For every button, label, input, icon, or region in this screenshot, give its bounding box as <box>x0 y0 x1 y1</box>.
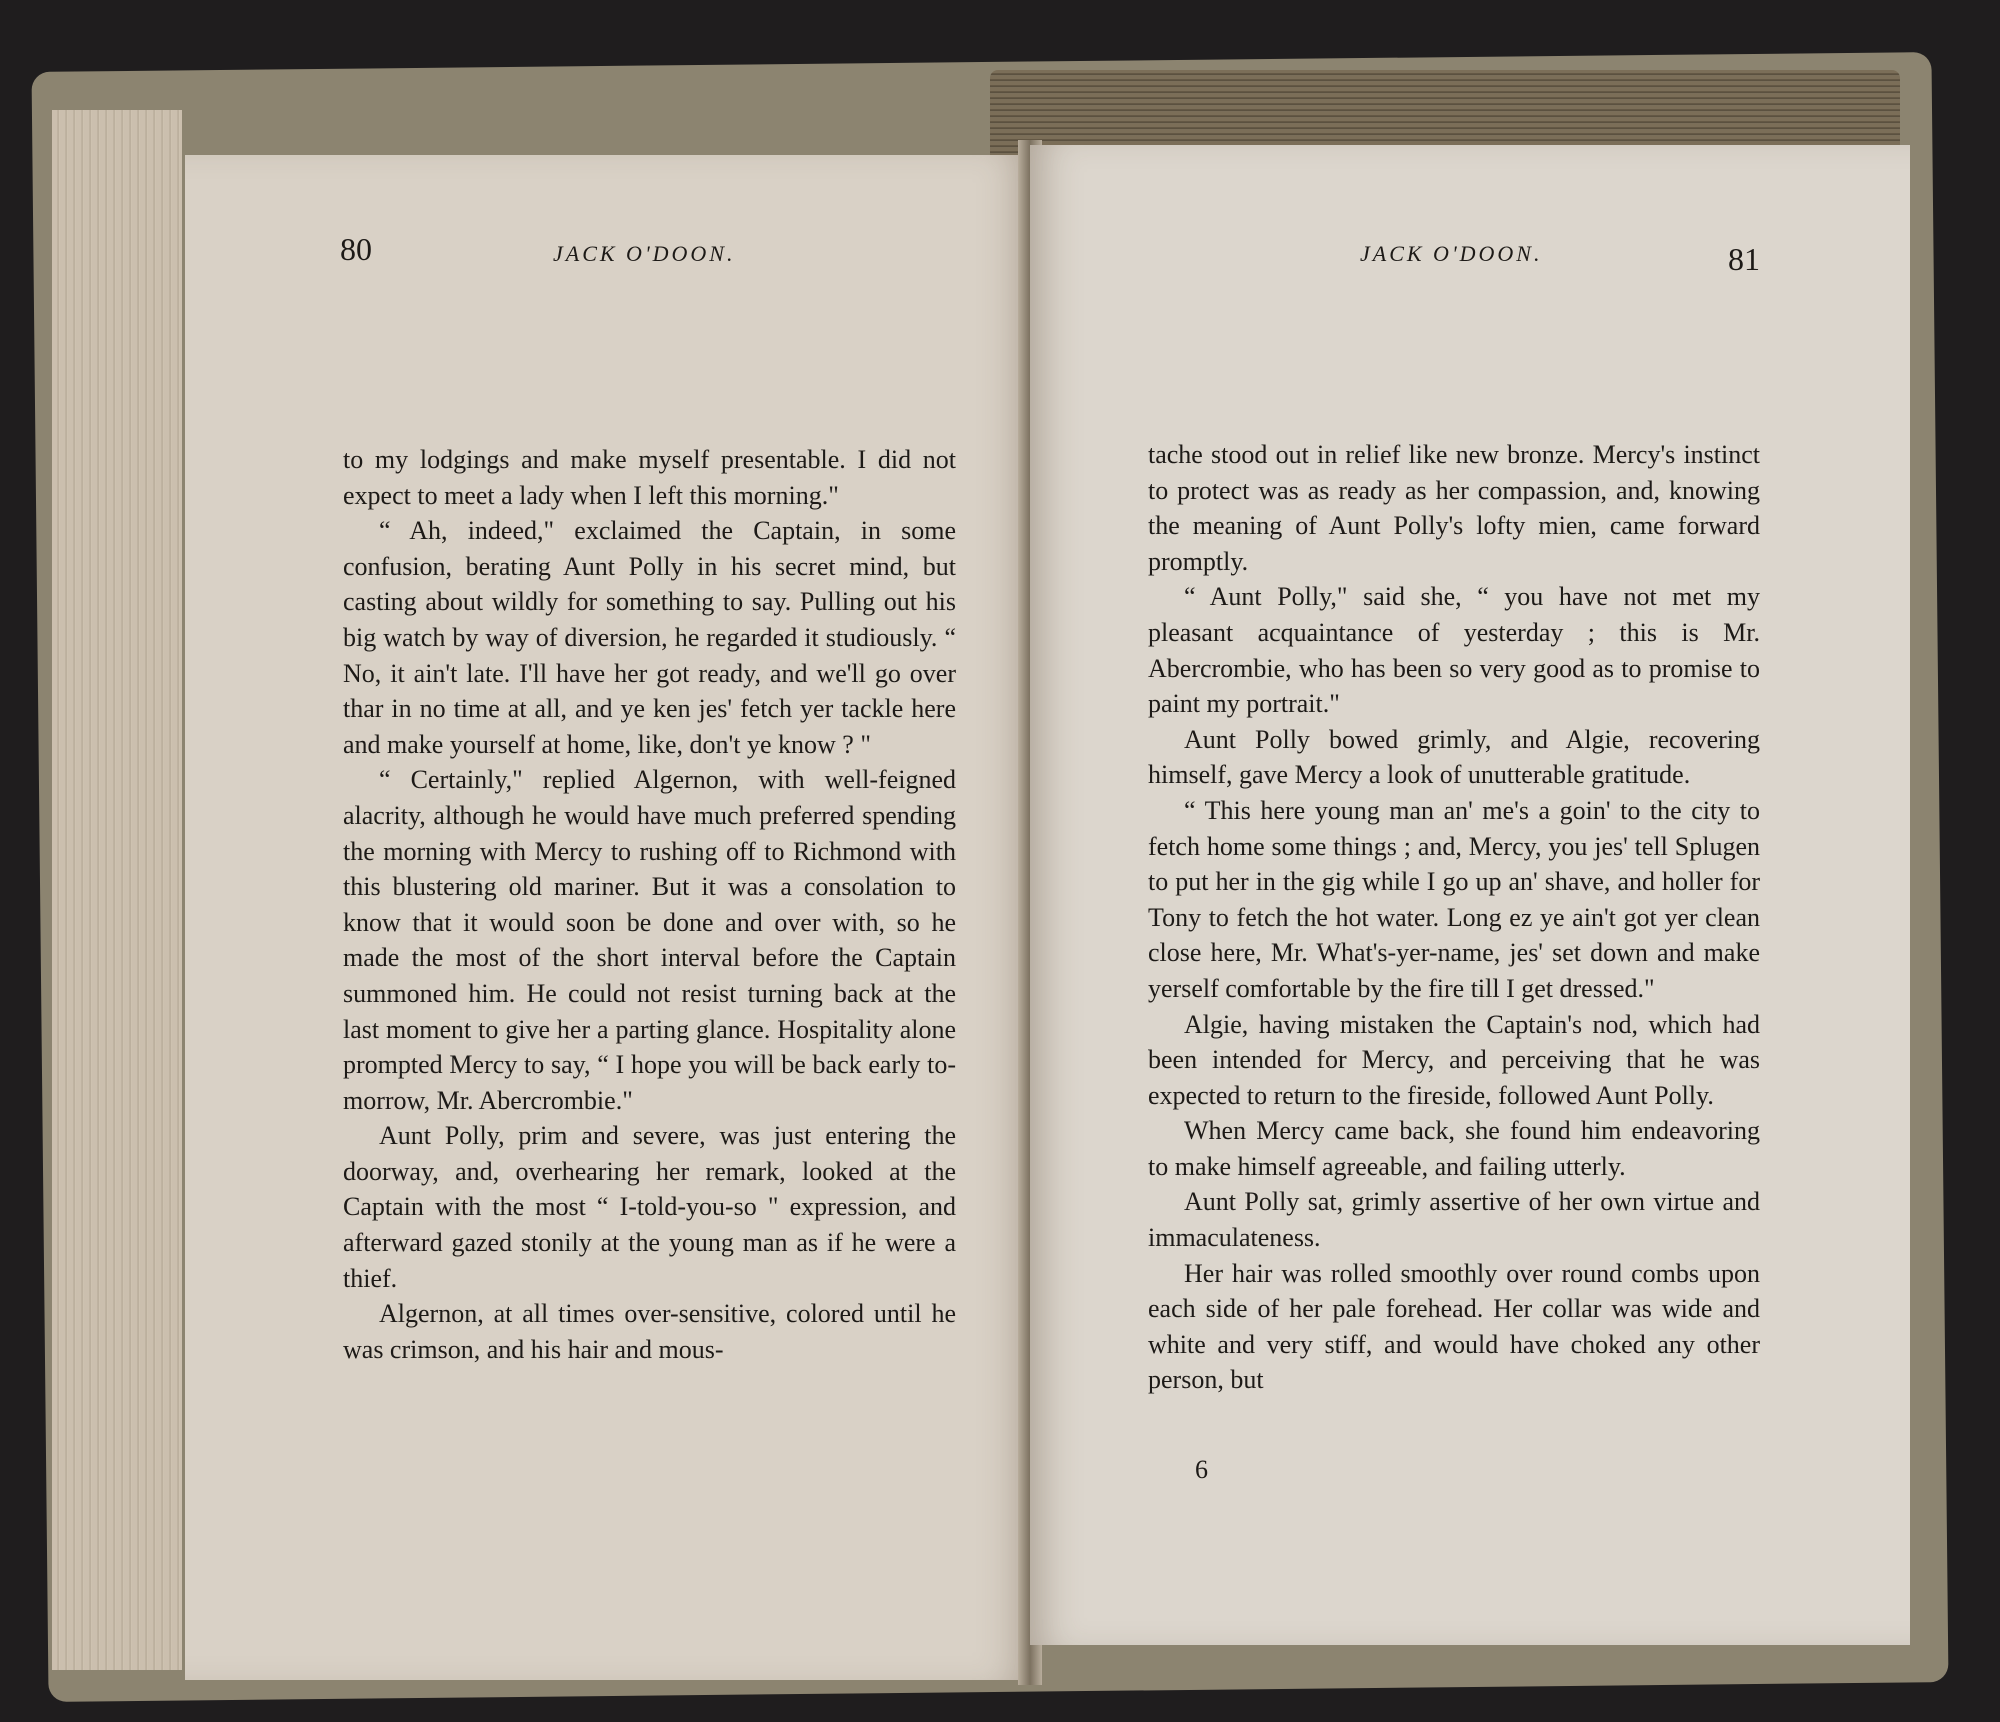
paragraph: When Mercy came back, she found him endeavoring to make himself agreeable, and failing utterly. <box>1148 1116 1760 1181</box>
paragraph: Aunt Polly sat, grimly assertive of her own virtue and immaculateness. <box>1148 1187 1760 1253</box>
paragraph: Aunt Polly bowed grimly, and Algie, recovering himself, gave Mercy a look of unutterable gratitude. <box>1148 724 1760 790</box>
right-page <box>1030 145 1910 1645</box>
running-head: JACK O'DOON. <box>553 241 736 266</box>
left-page <box>185 155 1030 1680</box>
paragraph: “ Ah, indeed," exclaimed the Captain, in some confusion, berating Aunt Polly in his secret mind, but casting about wildly for something to say. Pulling out his big watch by way of diversion, he regarded it studiously. “ No, it ain't late. I'll have her got ready, and we'll go over thar in no time at all, and ye ken jes' fetch yer tackle here and make yourself at home, like, don't ye know ? " <box>343 516 956 759</box>
paragraph: “ Aunt Polly," said she, “ you have not met my pleasant acquaintance of yesterday ; this is Mr. Abercrombie, who has been so very good as to promise to paint my portrait." <box>1148 582 1760 719</box>
page-text <box>343 442 956 1367</box>
paragraph: tache stood out in relief like new bronze. Mercy's instinct to protect was as ready as her compassion, and, knowing the meaning of Aunt Polly's lofty mien, came forward promptly. <box>1148 440 1760 576</box>
page-text <box>1148 437 1760 1398</box>
page-number: 81 <box>1728 241 1760 277</box>
paragraph: Aunt Polly, prim and severe, was just entering the doorway, and, overhearing her remark, looked at the Captain with the most “ I-told-you-so " expression, and afterward gazed stonily at the young man as if he were a thief. <box>343 1121 956 1293</box>
signature-mark: 6 <box>1195 1455 1208 1484</box>
paragraph: Algernon, at all times over-sensitive, colored until he was crimson, and his hair and mous- <box>343 1299 956 1364</box>
paragraph: “ This here young man an' me's a goin' to the city to fetch home some things ; and, Mercy, you jes' tell Splugen to put her in the gig while I go up an' shave, and holler for Tony to fetch the hot water. Long ez ye ain't got yer clean close here, Mr. What's-yer-name, jes' set down and make yerself comfortable by the fire till I get dressed." <box>1148 795 1760 1003</box>
page-edges-left <box>52 110 182 1670</box>
paragraph: Her hair was rolled smoothly over round combs upon each side of her pale forehead. Her collar was wide and white and very stiff, and would have choked any other person, but <box>1148 1258 1760 1395</box>
running-head: JACK O'DOON. <box>1360 241 1543 266</box>
paragraph: Algie, having mistaken the Captain's nod, which had been intended for Mercy, and perceiving that he was expected to return to the fireside, followed Aunt Polly. <box>1148 1009 1760 1110</box>
paragraph: to my lodgings and make myself presentable. I did not expect to meet a lady when I left this morning." <box>343 445 956 510</box>
page-number: 80 <box>340 231 372 267</box>
paragraph: “ Certainly," replied Algernon, with well-feigned alacrity, although he would have much preferred spending the morning with Mercy to rushing off to Richmond with this blustering old mariner. But it was a consolation to know that it would soon be done and over with, so he made the most of the short interval before the Captain summoned him. He could not resist turning back at the last moment to give her a parting glance. Hospitality alone prompted Mercy to say, “ I hope you will be back early to-morrow, Mr. Abercrombie." <box>343 765 956 1115</box>
